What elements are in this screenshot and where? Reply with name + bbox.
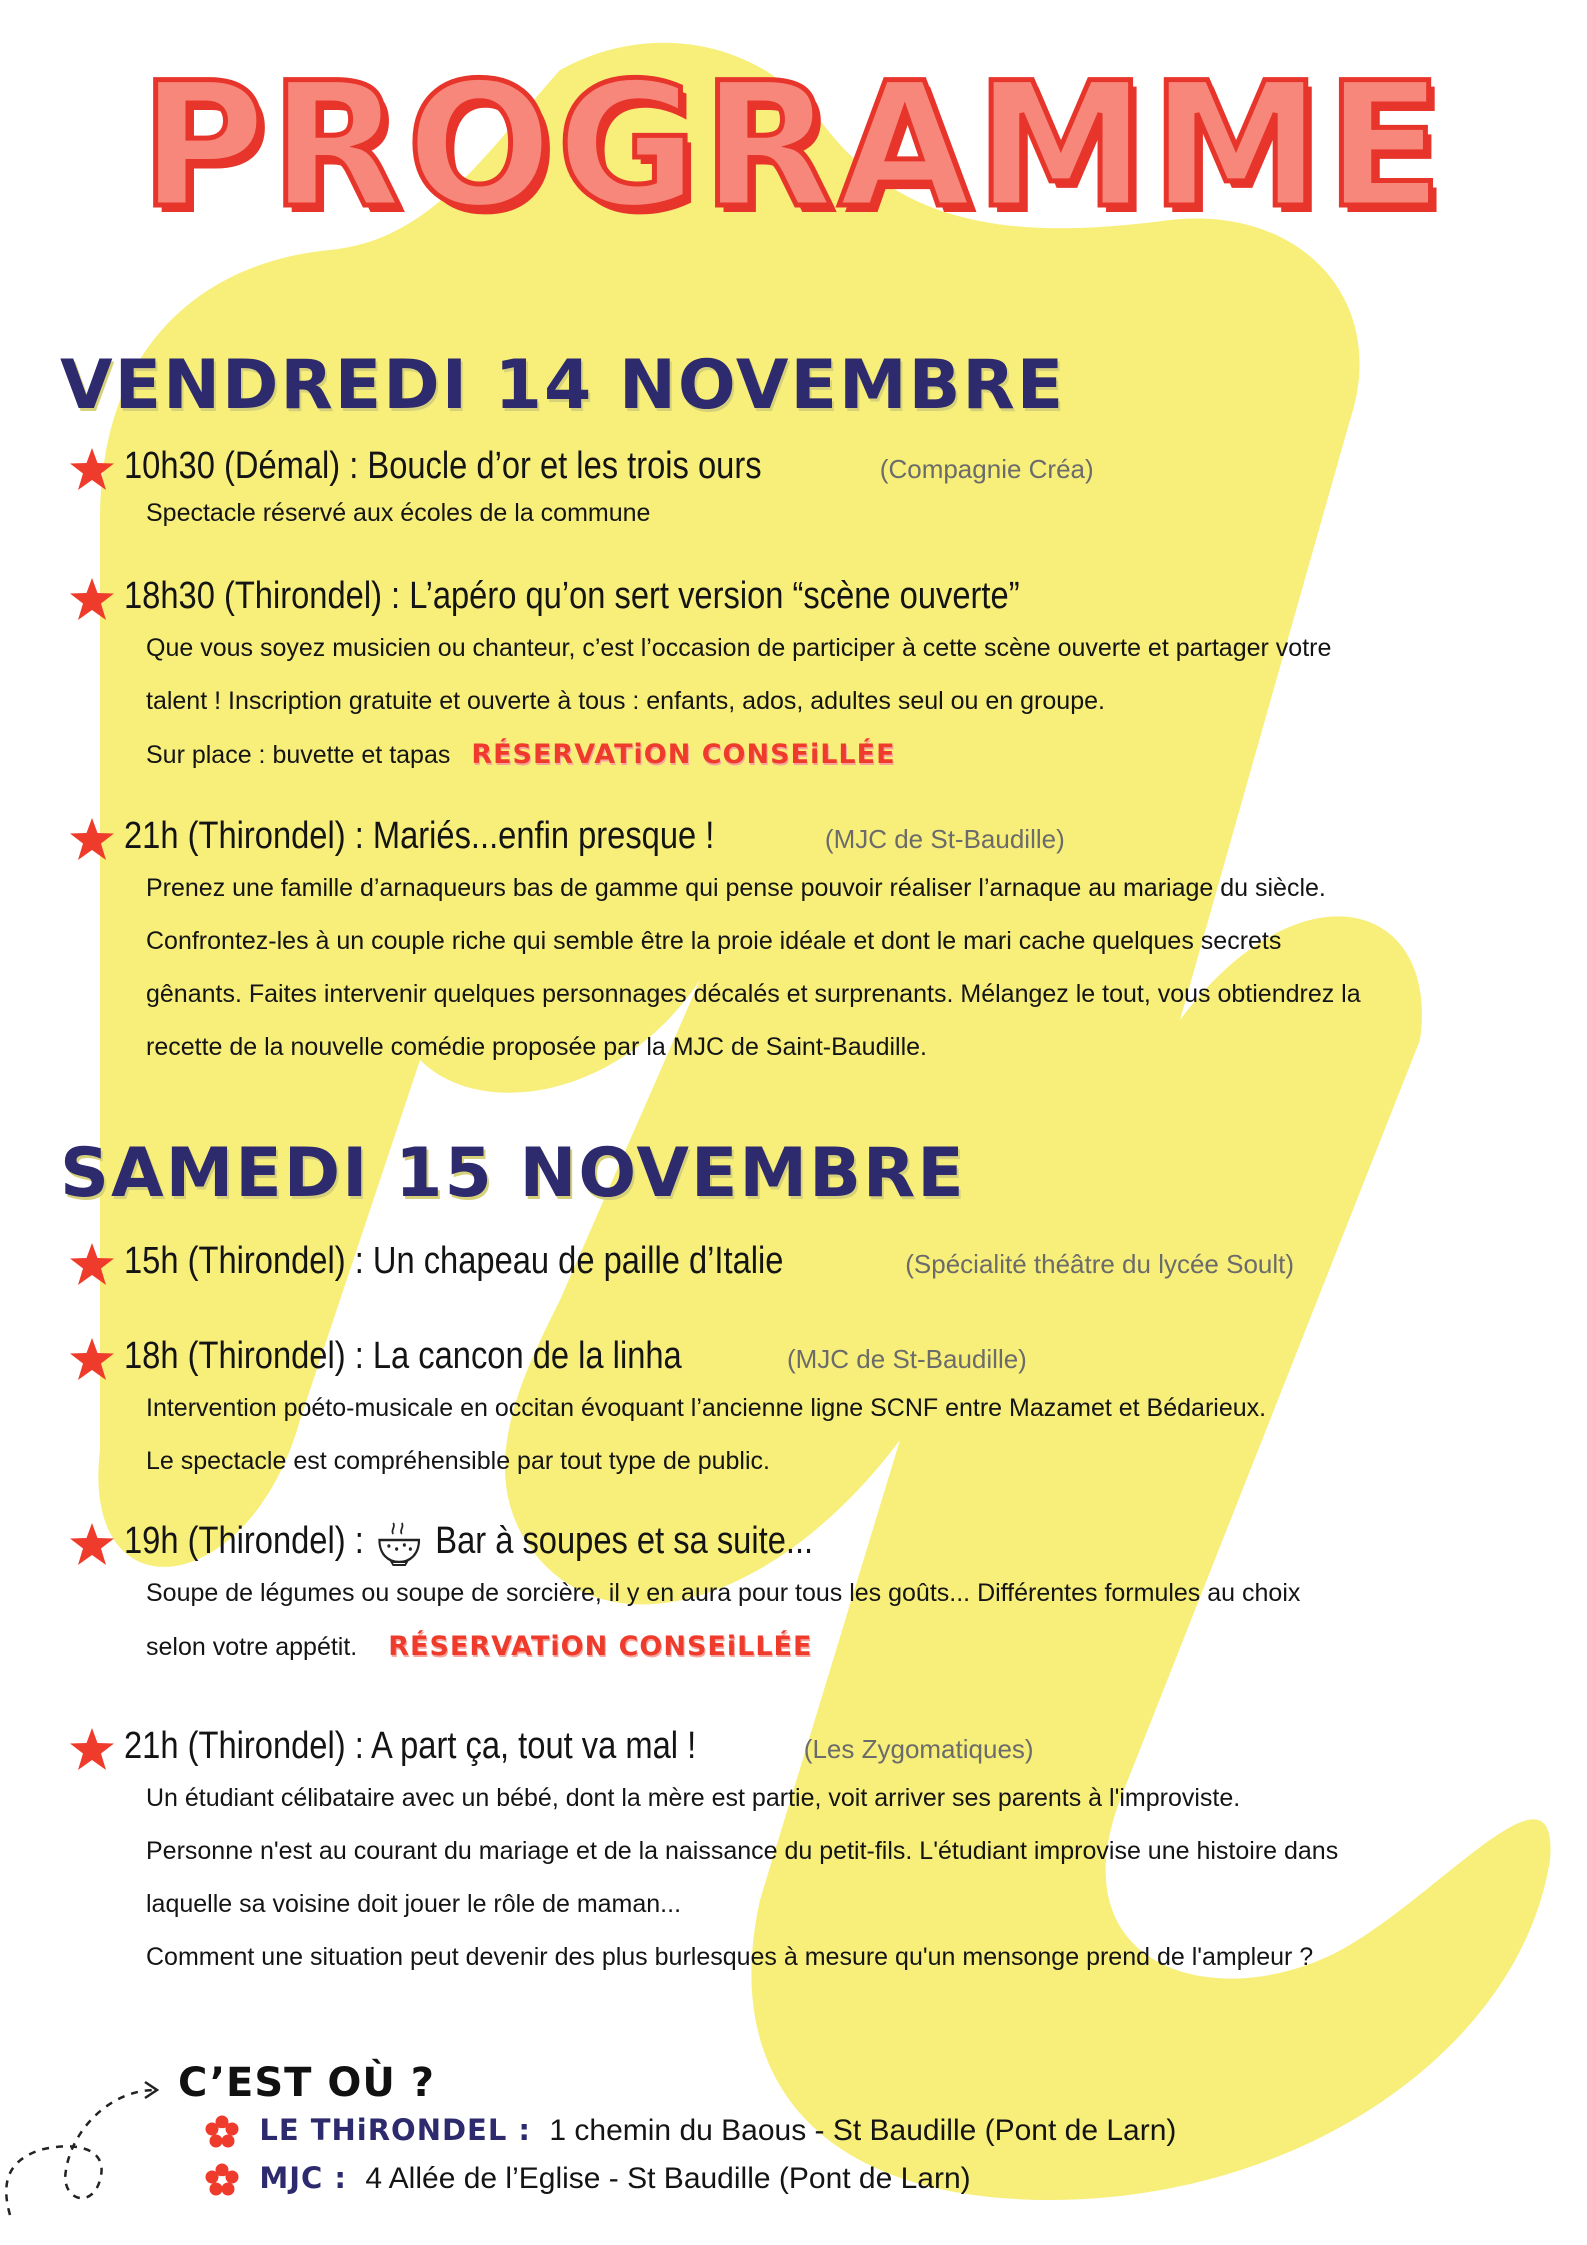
event-description: Spectacle réservé aux écoles de la commune bbox=[146, 499, 651, 527]
event-description: Comment une situation peut devenir des plus burlesques à mesure qu'un mensonge prend de l'ampleur ? bbox=[146, 1943, 1314, 1971]
event-title-prefix: 19h (Thirondel) : bbox=[124, 1520, 364, 1562]
event-description: Un étudiant célibataire avec un bébé, dont la mère est partie, voit arriver ses parents à l'improviste. bbox=[146, 1784, 1241, 1812]
place-row-thirondel bbox=[205, 2108, 1176, 2153]
event-description: Que vous soyez musicien ou chanteur, c’est l’occasion de participer à cette scène ouverte et partager votre bbox=[146, 634, 1332, 662]
event-description: Sur place : buvette et tapas bbox=[146, 741, 451, 769]
star-icon bbox=[70, 1523, 114, 1565]
event-description: Le spectacle est compréhensible par tout type de public. bbox=[146, 1447, 770, 1475]
event-friday-3 bbox=[70, 810, 1547, 1074]
event-saturday-1 bbox=[70, 1235, 1547, 1287]
event-company: (MJC de St-Baudille) bbox=[786, 1344, 1027, 1374]
event-description: recette de la nouvelle comédie proposée par la MJC de Saint-Baudille. bbox=[146, 1033, 928, 1061]
page-title: PROGRAMME bbox=[139, 45, 1448, 246]
event-description: Soupe de légumes ou soupe de sorcière, il y en aura pour tous les goûts... Différentes formules au choix bbox=[146, 1579, 1301, 1607]
event-company: (MJC de St-Baudille) bbox=[824, 824, 1065, 854]
event-description: talent ! Inscription gratuite et ouverte à tous : enfants, ados, adultes seul ou en groupe. bbox=[146, 687, 1105, 715]
event-friday-1 bbox=[70, 440, 1547, 534]
event-description: Intervention poéto-musicale en occitan évoquant l’ancienne ligne SCNF entre Mazamet et Bédarieux. bbox=[146, 1394, 1267, 1422]
dashed-arrow-icon bbox=[0, 2050, 170, 2220]
star-icon bbox=[70, 1338, 114, 1380]
place-address: 1 chemin du Baous - St Baudille (Pont de Larn) bbox=[549, 2114, 1177, 2147]
place-name: LE THiRONDEL : bbox=[259, 2113, 532, 2147]
soup-bowl-icon bbox=[376, 1520, 422, 1566]
event-saturday-4 bbox=[70, 1720, 1547, 1984]
event-saturday-3 bbox=[70, 1515, 1547, 1674]
event-description: laquelle sa voisine doit jouer le rôle de maman... bbox=[146, 1890, 682, 1918]
event-description: Personne n'est au courant du mariage et de la naissance du petit-fils. L'étudiant improvise une histoire dans bbox=[146, 1837, 1339, 1865]
day-heading-friday: VENDREDI 14 NOVEMBRE bbox=[60, 346, 1066, 425]
star-icon bbox=[70, 1728, 114, 1770]
event-title: 10h30 (Démal) : Boucle d’or et les trois ours bbox=[124, 445, 762, 487]
event-company: (Les Zygomatiques) bbox=[803, 1734, 1034, 1764]
event-title-suffix: Bar à soupes et sa suite... bbox=[435, 1520, 814, 1562]
place-name: MJC : bbox=[259, 2161, 347, 2195]
where-heading: C’EST OÙ ? bbox=[178, 2060, 435, 2106]
event-title: 21h (Thirondel) : Mariés...enfin presque ! bbox=[124, 815, 715, 857]
reservation-badge: RÉSERVATiON CONSEiLLÉE bbox=[471, 739, 896, 770]
event-title: 15h (Thirondel) : Un chapeau de paille d’Italie bbox=[124, 1240, 784, 1282]
star-icon bbox=[70, 578, 114, 620]
event-company: (Compagnie Créa) bbox=[879, 454, 1094, 484]
flower-icon bbox=[205, 2163, 239, 2197]
place-address: 4 Allée de l’Eglise - St Baudille (Pont de Larn) bbox=[365, 2162, 971, 2195]
event-description: Prenez une famille d’arnaqueurs bas de gamme qui pense pouvoir réaliser l’arnaque au mariage du siècle. bbox=[146, 874, 1326, 902]
event-saturday-2 bbox=[70, 1330, 1547, 1488]
event-title: 18h (Thirondel) : La cancon de la linha bbox=[124, 1335, 682, 1377]
event-title: 21h (Thirondel) : A part ça, tout va mal ! bbox=[124, 1725, 697, 1767]
place-row-mjc bbox=[205, 2156, 971, 2201]
event-company: (Spécialité théâtre du lycée Soult) bbox=[905, 1249, 1295, 1279]
event-description: selon votre appétit. bbox=[146, 1633, 358, 1661]
event-title: 18h30 (Thirondel) : L’apéro qu’on sert version “scène ouverte” bbox=[124, 575, 1020, 617]
star-icon bbox=[70, 818, 114, 860]
star-icon bbox=[70, 1243, 114, 1285]
event-friday-2 bbox=[70, 570, 1547, 782]
star-icon bbox=[70, 448, 114, 490]
event-description: Confrontez-les à un couple riche qui semble être la proie idéale et dont le mari cache quelques secrets bbox=[146, 927, 1282, 955]
day-heading-saturday: SAMEDI 15 NOVEMBRE bbox=[60, 1134, 966, 1213]
event-description: gênants. Faites intervenir quelques personnages décalés et surprenants. Mélangez le tout, vous obtiendrez la bbox=[146, 980, 1361, 1008]
event-title bbox=[124, 1515, 813, 1567]
flower-icon bbox=[205, 2115, 239, 2149]
reservation-badge: RÉSERVATiON CONSEiLLÉE bbox=[388, 1631, 813, 1662]
